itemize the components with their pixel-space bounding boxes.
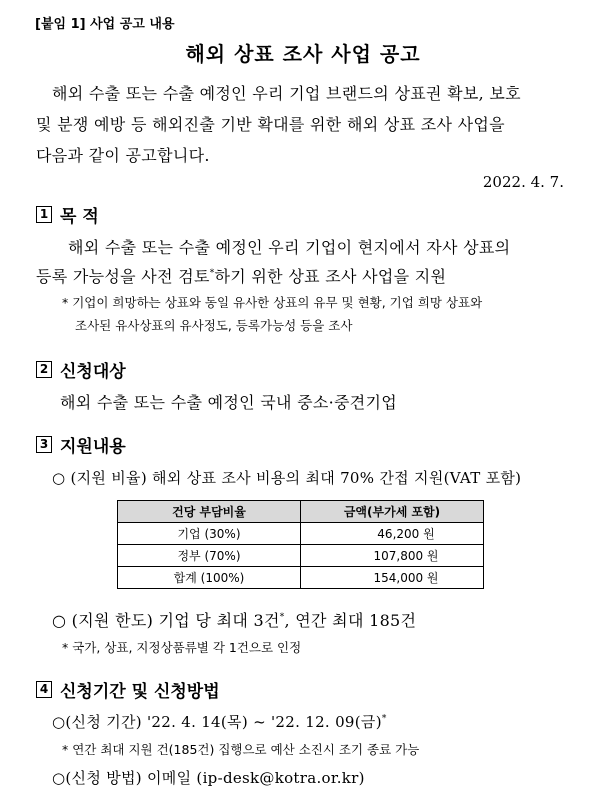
intro-line-2: 및 분쟁 예방 등 해외진출 기반 확대를 위한 해외 상표 조사 사업을 bbox=[36, 115, 505, 134]
intro-line-3: 다음과 같이 공고합니다. bbox=[36, 146, 210, 165]
purpose-line-1: 해외 수출 또는 수출 예정인 우리 기업이 현지에서 자사 상표의 bbox=[68, 238, 511, 257]
support-limit-note: * 국가, 상표, 지정상품류별 각 1건으로 인정 bbox=[62, 640, 302, 655]
announcement-date: 2022. 4. 7. bbox=[482, 173, 564, 191]
attachment-label: [붙임 1] 사업 공고 내용 bbox=[35, 17, 175, 32]
section-number-box: 4 bbox=[36, 681, 52, 698]
table-header-cell: 금액(부가세 포함) bbox=[301, 501, 484, 523]
table-cell: 정부 (70%) bbox=[118, 545, 301, 567]
support-rate-bullet: ○ (지원 비율) 해외 상표 조사 비용의 최대 70% 간접 지원(VAT 포함) bbox=[52, 469, 522, 487]
eligibility-line: 해외 수출 또는 수출 예정인 국내 중소·중견기업 bbox=[60, 393, 398, 412]
section-heading-text: 신청대상 bbox=[60, 362, 126, 382]
section-heading-text: 지원내용 bbox=[60, 437, 126, 457]
section-heading-text: 신청기간 및 신청방법 bbox=[60, 682, 220, 702]
section-1-heading bbox=[36, 202, 99, 227]
table-cell: 107,800 원 bbox=[301, 545, 484, 567]
table-row bbox=[118, 523, 484, 545]
table-cell: 154,000 원 bbox=[301, 567, 484, 589]
section-3-heading bbox=[36, 432, 126, 457]
section-heading-text: 목 적 bbox=[60, 207, 99, 227]
section-number-box: 2 bbox=[36, 361, 52, 378]
table-cell: 기업 (30%) bbox=[118, 523, 301, 545]
purpose-line-2: 등록 가능성을 사전 검토*하기 위한 상표 조사 사업을 지원 bbox=[36, 267, 447, 286]
cost-share-table bbox=[117, 500, 484, 589]
application-period-note: * 연간 최대 지원 건(185건) 집행으로 예산 소진시 조기 종료 가능 bbox=[62, 742, 420, 757]
footnote-mark: * bbox=[209, 268, 215, 279]
table-row bbox=[118, 567, 484, 589]
table-header-cell: 건당 부담비율 bbox=[118, 501, 301, 523]
section-4-heading bbox=[36, 677, 220, 702]
table-header-row bbox=[118, 501, 484, 523]
page-title: 해외 상표 조사 사업 공고 bbox=[185, 42, 421, 66]
footnote-mark: * bbox=[279, 612, 285, 623]
section-number-box: 3 bbox=[36, 436, 52, 453]
section-2-heading bbox=[36, 357, 126, 382]
purpose-note-line-2: 조사된 유사상표의 유사정도, 등록가능성 등을 조사 bbox=[75, 318, 353, 333]
table-row bbox=[118, 545, 484, 567]
purpose-note-line-1: * 기업이 희망하는 상표와 동일 유사한 상표의 유무 및 현황, 기업 희망 상표와 bbox=[62, 295, 483, 310]
table-cell: 46,200 원 bbox=[301, 523, 484, 545]
table-cell: 합계 (100%) bbox=[118, 567, 301, 589]
support-limit-bullet: ○ (지원 한도) 기업 당 최대 3건*, 연간 최대 185건 bbox=[52, 611, 417, 630]
application-method-bullet: ○(신청 방법) 이메일 (ip-desk@kotra.or.kr) bbox=[52, 769, 365, 787]
intro-line-1: 해외 수출 또는 수출 예정인 우리 기업 브랜드의 상표권 확보, 보호 bbox=[52, 84, 521, 103]
footnote-mark: * bbox=[381, 714, 387, 724]
section-number-box: 1 bbox=[36, 206, 52, 223]
application-period-bullet: ○(신청 기간) '22. 4. 14(목) ~ '22. 12. 09(금)* bbox=[52, 713, 387, 731]
